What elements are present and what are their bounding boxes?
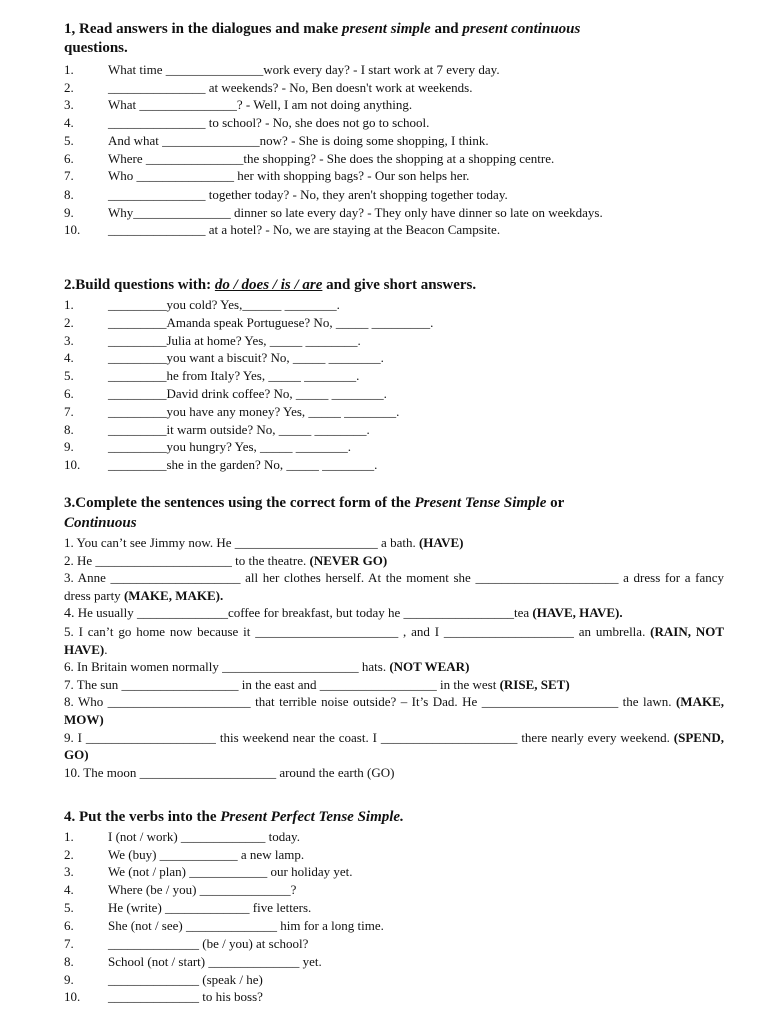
item-text: _________Amanda speak Portuguese? No, _____ _________.: [108, 315, 434, 330]
list-item: [64, 863, 724, 880]
item-number: 5.: [64, 368, 74, 383]
list-item: [64, 881, 724, 898]
list-item: [64, 456, 724, 473]
list-item: [64, 846, 724, 863]
sentence: [64, 604, 724, 623]
item-text: _________Julia at home? Yes, _____ ________.: [108, 333, 361, 348]
verb-hint: (RISE, SET): [499, 676, 570, 692]
item-text: _________it warm outside? No, _____ ________.: [108, 422, 370, 437]
verb-hint: (MAKE, MAKE).: [123, 587, 224, 603]
sentence: [64, 658, 724, 676]
item-text: _______________ at a hotel? - No, we are staying at the Beacon Campsite.: [108, 222, 501, 237]
item-number: 10.: [64, 457, 81, 472]
list-item: [64, 403, 724, 420]
item-number: 1.: [64, 297, 74, 312]
section2-title-part: and give short answers.: [322, 277, 477, 293]
item-number: 9.: [64, 439, 74, 454]
item-text: _________you cold? Yes,______ ________.: [108, 297, 340, 312]
section2-title-keywords: do / does / is / are: [214, 277, 323, 293]
item-number: 3.: [64, 333, 74, 348]
item-number: 7.: [64, 936, 74, 951]
item-number: 5.: [64, 900, 74, 915]
verb-hint: (NEVER GO): [309, 552, 388, 568]
list-item: [64, 917, 724, 934]
list-item: [64, 899, 724, 916]
list-item: [64, 186, 724, 203]
list-item: [64, 132, 724, 149]
sentence-text: 1. You can’t see Jimmy now. He ______________________ a bath.: [64, 535, 419, 550]
sentence: [64, 693, 724, 728]
sentence-text: 5. I can’t go home now because it ______________________ , and I ____________________ an umbrella.: [64, 623, 651, 639]
item-number: 7.: [64, 404, 74, 419]
list-item: [64, 296, 724, 313]
sentence: [64, 569, 724, 604]
list-item: [64, 314, 724, 331]
item-text: ______________ (be / you) at school?: [108, 936, 309, 951]
list-item: [64, 204, 724, 221]
item-text: _________David drink coffee? No, _____ ________.: [108, 386, 387, 401]
list-item: [64, 150, 724, 167]
item-text: ______________ to his boss?: [108, 989, 263, 1004]
item-text: ______________ (speak / he): [108, 972, 263, 987]
item-number: 2.: [64, 847, 74, 862]
item-text: Who _______________ her with shopping bags? - Our son helps her.: [108, 168, 470, 183]
sentence-text: 2. He _____________________ to the theatre.: [64, 552, 310, 568]
list-item: [64, 332, 724, 349]
item-number: 5.: [64, 133, 74, 148]
item-number: 1.: [64, 62, 74, 77]
section3-sentences: [64, 534, 724, 781]
item-number: 8.: [64, 422, 74, 437]
item-text: School (not / start) ______________ yet.: [108, 954, 322, 969]
item-text: _______________ to school? - No, she does not go to school.: [108, 115, 430, 130]
item-text: He (write) _____________ five letters.: [108, 900, 312, 915]
sentence-text: 3. Anne ____________________ all her clothes herself. At the moment she ______________________ a dress for a fancy dress party: [64, 570, 724, 603]
list-item: [64, 96, 724, 113]
item-number: 6.: [64, 151, 74, 166]
item-number: 3.: [64, 97, 74, 112]
section1-title-part: questions.: [64, 40, 128, 56]
item-text: Where (be / you) ______________?: [108, 882, 297, 897]
item-number: 9.: [64, 205, 74, 220]
sentence-text: .: [104, 641, 108, 657]
item-number: 2.: [64, 80, 74, 95]
verb-hint: (SPEND, GO): [64, 729, 724, 763]
item-number: 1.: [64, 829, 74, 844]
item-number: 4.: [64, 115, 74, 130]
item-number: 6.: [64, 918, 74, 933]
section4-title-em: Present Perfect Tense Simple.: [220, 809, 404, 825]
item-text: She (not / see) ______________ him for a long time.: [108, 918, 384, 933]
item-text: _______________ at weekends? - No, Ben doesn't work at weekends.: [108, 80, 473, 95]
item-text: And what _______________now? - She is doing some shopping, I think.: [108, 133, 489, 148]
sentence-text: He usually ______________coffee for breakfast, but today he _________________tea: [74, 605, 533, 621]
sentence: [64, 764, 724, 782]
sentence-number: 4.: [64, 606, 75, 622]
item-number: 4.: [64, 350, 74, 365]
list-item: [64, 385, 724, 402]
item-text: I (not / work) _____________ today.: [108, 829, 300, 844]
item-number: 2.: [64, 315, 74, 330]
sentence-text: 6. In Britain women normally _____________________ hats.: [64, 659, 390, 675]
list-item: [64, 438, 724, 455]
item-number: 9.: [64, 972, 74, 987]
item-text: _________you hungry? Yes, _____ ________.: [108, 439, 352, 454]
item-text: What time _______________work every day? - I start work at 7 every day.: [108, 62, 500, 77]
item-text: _________you want a biscuit? No, _____ ________.: [108, 350, 384, 365]
verb-hint: (RAIN, NOT HAVE): [64, 623, 724, 657]
list-item: [64, 421, 724, 438]
sentence: [64, 676, 724, 694]
sentence: [64, 534, 724, 552]
verb-hint: (NOT WEAR): [389, 659, 470, 675]
list-item: [64, 167, 724, 184]
list-item: [64, 988, 724, 1005]
list-item: [64, 828, 724, 845]
section1-title-part: and: [430, 21, 463, 37]
sentence: [64, 552, 724, 570]
list-item: [64, 971, 724, 988]
sentence: [64, 623, 724, 658]
item-number: 8.: [64, 954, 74, 969]
item-text: We (not / plan) ____________ our holiday yet.: [108, 864, 353, 879]
item-text: What _______________? - Well, I am not doing anything.: [108, 97, 413, 112]
list-item: [64, 221, 724, 238]
section3-title: [64, 493, 724, 533]
list-item: [64, 79, 724, 96]
item-text: _________she in the garden? No, _____ ________.: [108, 457, 378, 472]
section1-title-part: 1, Read answers in the dialogues and make: [64, 21, 342, 37]
section4-title: [64, 808, 724, 827]
item-number: 7.: [64, 168, 74, 183]
item-text: _________he from Italy? Yes, _____ ________.: [108, 368, 360, 383]
verb-hint: (MAKE, MOW): [64, 694, 724, 727]
verb-hint: (HAVE): [418, 535, 464, 550]
item-text: We (buy) ____________ a new lamp.: [108, 847, 305, 862]
section2-title-part: 2.Build questions with:: [64, 277, 215, 293]
sentence-text: 10. The moon _____________________ around the earth (GO): [64, 764, 395, 780]
sentence-text: 8. Who ______________________ that terrible noise outside? – It’s Dad. He _____________________ the lawn.: [64, 694, 676, 710]
section1-title-em: present simple: [341, 21, 431, 37]
list-item: [64, 349, 724, 366]
section3-title-em: Present Tense Simple: [414, 495, 547, 511]
list-item: [64, 61, 724, 78]
item-text: Where _______________the shopping? - She does the shopping at a shopping centre.: [108, 151, 555, 166]
item-text: Why_______________ dinner so late every day? - They only have dinner so late on weekdays.: [108, 205, 603, 220]
section3-title-part: 3.Complete the sentences using the correct form of the: [64, 495, 415, 511]
item-number: 4.: [64, 882, 74, 897]
list-item: [64, 953, 724, 970]
item-number: 10.: [64, 989, 81, 1004]
section4-title-part: 4. Put the verbs into the: [64, 809, 221, 825]
sentence: [64, 729, 724, 764]
list-item: [64, 114, 724, 131]
section1-title-em: present continuous: [462, 21, 581, 37]
item-number: 8.: [64, 187, 74, 202]
item-text: _________you have any money? Yes, _____ ________.: [108, 404, 400, 419]
section1-title: [64, 20, 724, 58]
verb-hint: (HAVE, HAVE).: [532, 605, 623, 621]
item-text: _______________ together today? - No, they aren't shopping together today.: [108, 187, 508, 202]
sentence-text: 9. I ____________________ this weekend near the coast. I _____________________ there nearly every weekend.: [64, 729, 674, 745]
list-item: [64, 367, 724, 384]
item-number: 6.: [64, 386, 74, 401]
section3-title-part: or: [546, 495, 565, 511]
item-number: 3.: [64, 864, 74, 879]
item-number: 10.: [64, 222, 81, 237]
list-item: [64, 935, 724, 952]
section3-title-em: Continuous: [64, 515, 137, 531]
section2-title: [64, 276, 724, 295]
sentence-text: 7. The sun __________________ in the east and __________________ in the west: [64, 676, 500, 692]
